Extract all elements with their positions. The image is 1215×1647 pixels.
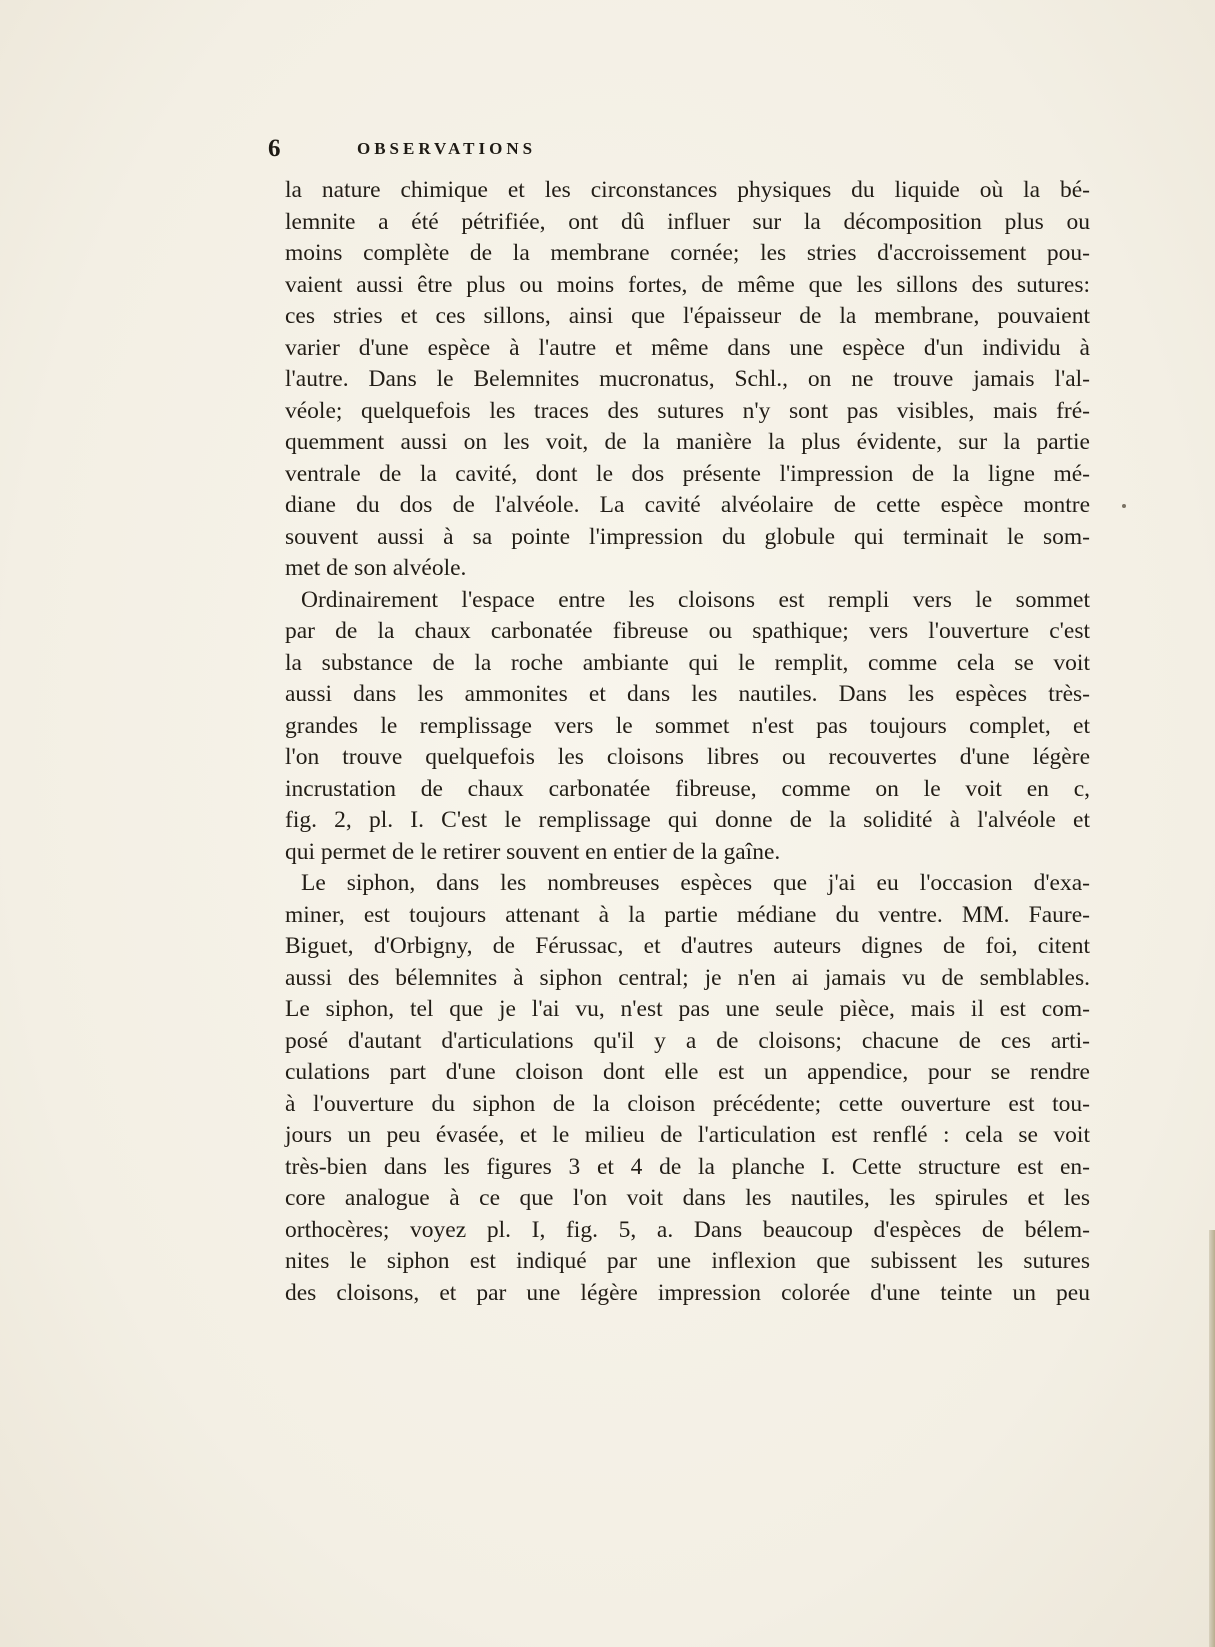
running-title: OBSERVATIONS [357,139,537,158]
text-line: core analogue à ce que l'on voit dans les nautiles, les spirules et les [285,1185,1090,1211]
body-text [285,175,1090,1309]
paragraph-start-line: Le siphon, dans les nombreuses espèces que j'ai eu l'occasion d'exa- [301,870,1090,896]
text-line: aussi dans les ammonites et dans les nautiles. Dans les espèces très- [285,681,1090,707]
text-line: souvent aussi à sa pointe l'impression du globule qui terminait le som- [285,523,1090,550]
text-line: quemment aussi on les voit, de la manière la plus évidente, sur la partie [285,429,1090,455]
text-line: Biguet, d'Orbigny, de Férussac, et d'autres auteurs dignes de foi, citent [285,933,1090,959]
text-line: l'on trouve quelquefois les cloisons libres ou recouvertes d'une légère [285,744,1090,770]
page-header [0,135,1215,165]
text-line: l'autre. Dans le Belemnites mucronatus, Schl., on ne trouve jamais l'al- [285,366,1090,392]
text-line: orthocères; voyez pl. I, fig. 5, a. Dans beaucoup d'espèces de bélem- [285,1216,1090,1243]
text-line: jours un peu évasée, et le milieu de l'articulation est renflé : cela se voit [285,1122,1090,1148]
text-line: qui permet de le retirer souvent en entier de la gaîne. [285,838,781,865]
text-line: posé d'autant d'articulations qu'il y a de cloisons; chacune de ces arti- [285,1027,1090,1054]
text-line: varier d'une espèce à l'autre et même dans une espèce d'un individu à [285,334,1090,361]
text-line: par de la chaux carbonatée fibreuse ou spathique; vers l'ouverture c'est [285,618,1090,644]
text-line: nites le siphon est indiqué par une inflexion que subissent les sutures [285,1248,1090,1274]
text-line: met de son alvéole. [285,555,467,581]
text-line: grandes le remplissage vers le sommet n'est pas toujours complet, et [285,712,1090,739]
text-line: vaient aussi être plus ou moins fortes, de même que les sillons des sutures: [285,271,1090,298]
text-line: véole; quelquefois les traces des sutures n'y sont pas visibles, mais fré- [285,397,1090,424]
text-line: ces stries et ces sillons, ainsi que l'épaisseur de la membrane, pouvaient [285,303,1090,329]
margin-speck [1122,504,1126,508]
text-line: la substance de la roche ambiante qui le remplit, comme cela se voit [285,649,1090,676]
text-line: Le siphon, tel que je l'ai vu, n'est pas une seule pièce, mais il est com- [285,996,1090,1022]
paragraph-start-line: Ordinairement l'espace entre les cloisons est rempli vers le sommet [301,586,1090,613]
text-line: ventrale de la cavité, dont le dos présente l'impression de la ligne mé- [285,460,1090,487]
text-line: fig. 2, pl. I. C'est le remplissage qui donne de la solidité à l'alvéole et [285,807,1090,833]
text-line: moins complète de la membrane cornée; les stries d'accroissement pou- [285,240,1090,266]
text-line: des cloisons, et par une légère impression colorée d'une teinte un peu [285,1279,1090,1306]
text-line: culations part d'une cloison dont elle est un appendice, pour se rendre [285,1059,1090,1085]
text-line: la nature chimique et les circonstances physiques du liquide où la bé- [285,177,1090,203]
text-line: miner, est toujours attenant à la partie médiane du ventre. MM. Faure- [285,901,1090,928]
text-line: très-bien dans les figures 3 et 4 de la planche I. Cette structure est en- [285,1153,1090,1180]
page-number: 6 [268,135,281,162]
text-line: aussi des bélemnites à siphon central; je n'en ai jamais vu de semblables. [285,964,1090,991]
text-line: incrustation de chaux carbonatée fibreuse, comme on le voit en c, [285,775,1090,802]
text-line: lemnite a été pétrifiée, ont dû influer sur la décomposition plus ou [285,208,1090,235]
page-edge [1209,1230,1215,1647]
text-line: diane du dos de l'alvéole. La cavité alvéolaire de cette espèce montre [285,492,1090,518]
text-line: à l'ouverture du siphon de la cloison précédente; cette ouverture est tou- [285,1090,1090,1117]
